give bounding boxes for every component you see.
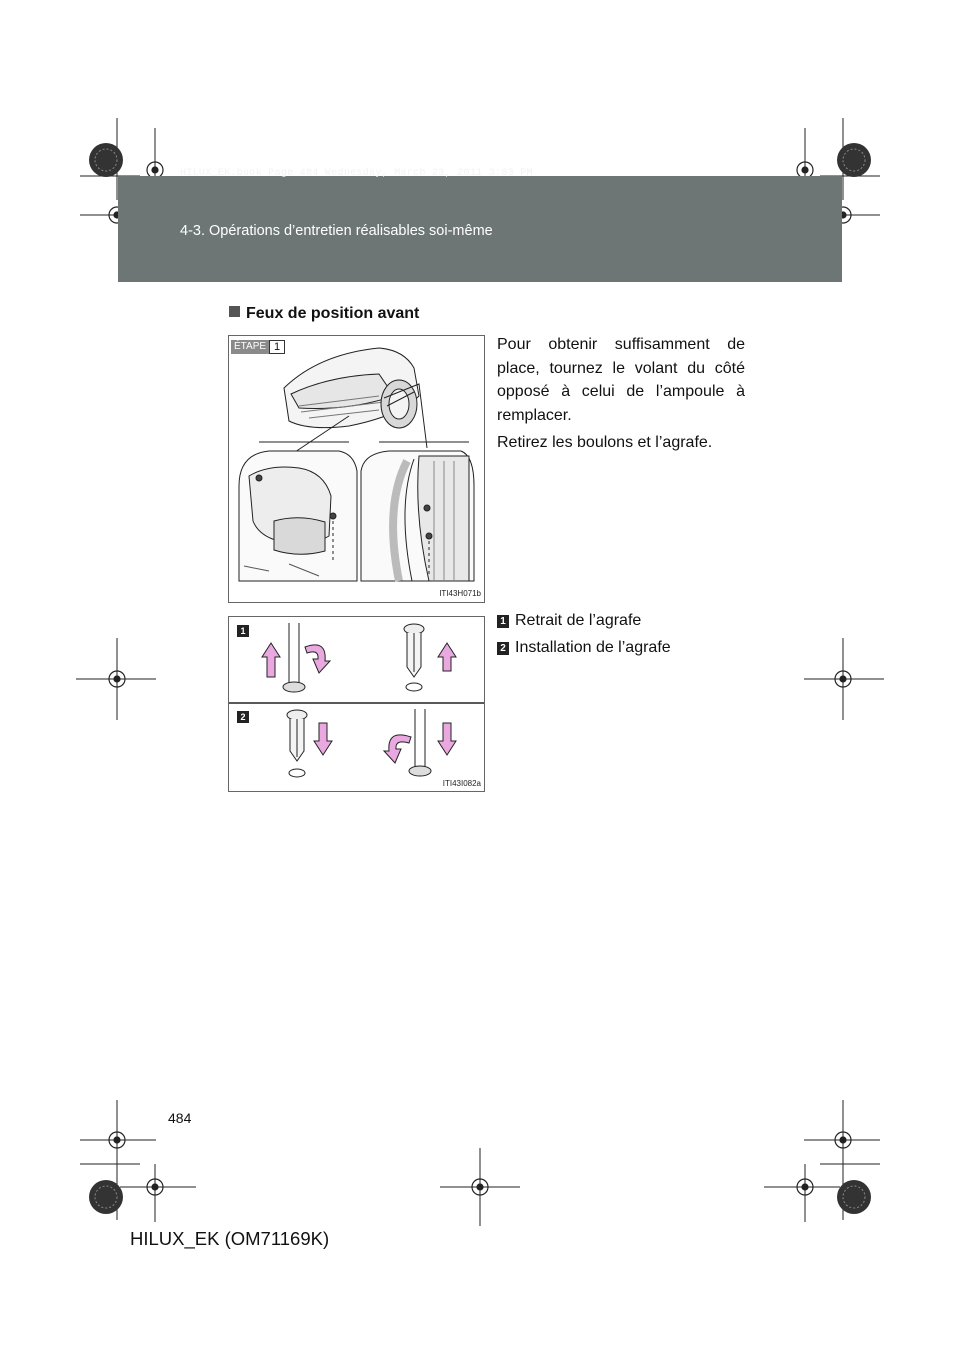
step-word: ÉTAPE: [231, 340, 269, 354]
step-label: [231, 340, 285, 354]
square-bullet-icon: [229, 306, 240, 317]
section-heading: [229, 305, 419, 323]
figure-badge-2: 2: [237, 711, 249, 723]
page-number: 484: [168, 1110, 192, 1126]
legend-number-badge: 2: [497, 642, 509, 655]
heading-text: Feux de position avant: [246, 305, 420, 322]
legend-item-1: [497, 612, 641, 630]
instruction-paragraph-2: Retirez les boulons et l’agrafe.: [497, 434, 713, 451]
figure-code: ITI43I082a: [442, 779, 481, 788]
car-bumper-illustration: [229, 336, 484, 602]
figure-badge-1: 1: [237, 625, 249, 637]
legend-label: Installation de l’agrafe: [515, 639, 671, 656]
legend-label: Retrait de l’agrafe: [515, 612, 642, 629]
section-title: 4-3. Opérations d’entretien réalisables soi-même: [180, 223, 493, 239]
figure-clip-steps: [228, 616, 485, 792]
instruction-paragraph-1: Pour obtenir suffisamment de place, tournez le volant du côté opposé à celui de l’ampoule à remplacer.: [497, 336, 745, 424]
legend-item-2: [497, 639, 671, 657]
clip-diagram: [229, 617, 484, 791]
footer-model-code: HILUX_EK (OM71169K): [130, 1228, 330, 1249]
legend-number-badge: 1: [497, 615, 509, 628]
book-stamp: HILUX_EK.book Page 484 Wednesday, March 23, 2011 3:03 PM: [180, 168, 533, 179]
figure-code: ITI43H071b: [439, 589, 481, 598]
step-number: 1: [269, 340, 285, 354]
figure-step-1: [228, 335, 485, 603]
